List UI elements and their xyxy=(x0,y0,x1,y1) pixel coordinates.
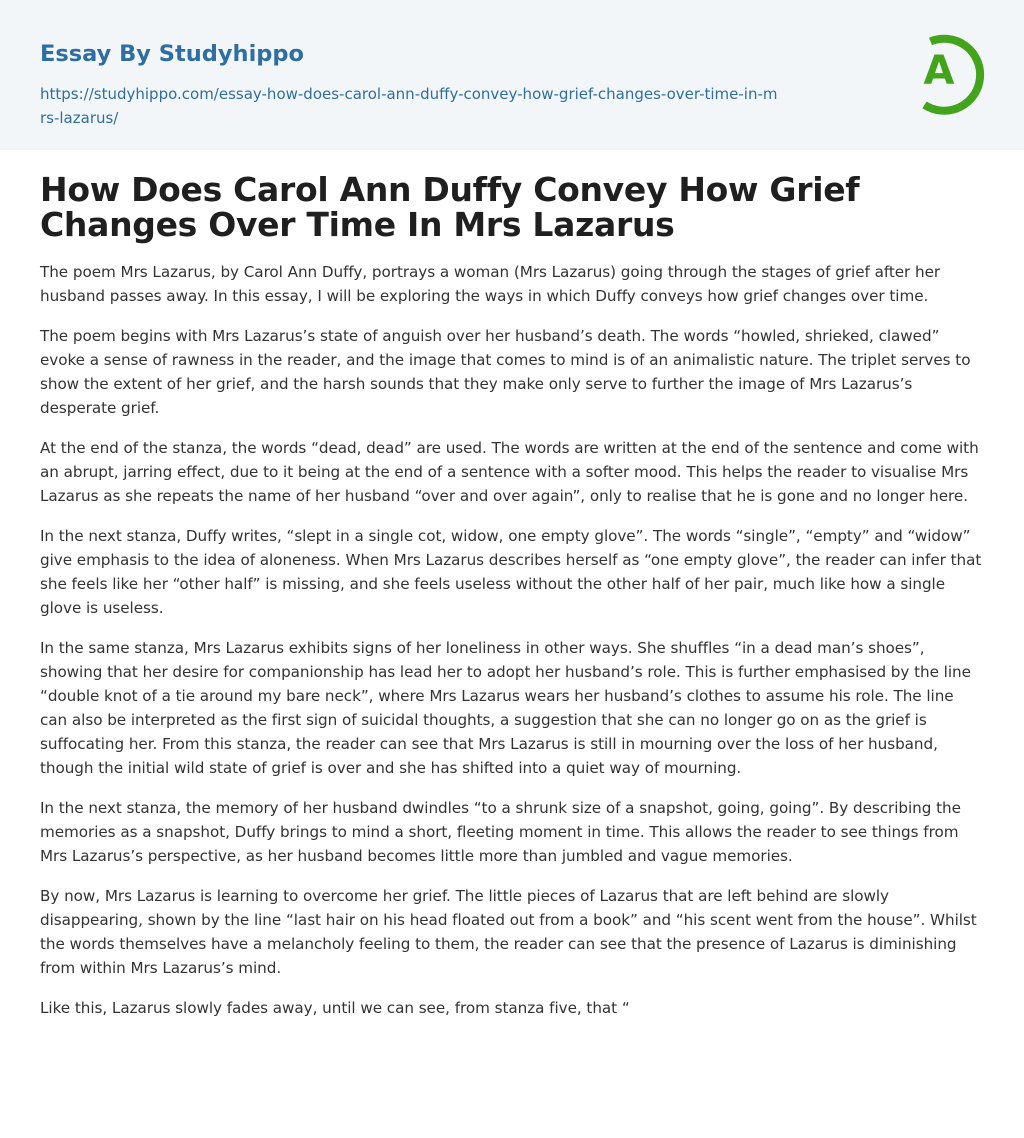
essay-paragraph: The poem begins with Mrs Lazarus’s state of anguish over her husband’s death. The words “howled, shrieked, clawed” evoke a sense of rawness in the reader, and the image that comes to mind is of an animalistic nature. The triplet serves to show the extent of her grief, and the harsh sounds that they make only serve to further the image of Mrs Lazarus’s desperate grief. xyxy=(40,327,971,417)
essay-url-link[interactable]: https://studyhippo.com/essay-how-does-carol-ann-duffy-convey-how-grief-changes-over-time-in-mrs-lazarus/ xyxy=(40,85,778,127)
essay-paragraph: At the end of the stanza, the words “dead, dead” are used. The words are written at the end of the sentence and come with an abrupt, jarring effect, due to it being at the end of a sentence with a softer mood. This helps the reader to visualise Mrs Lazarus as she repeats the name of her husband “over and over again”, only to realise that he is gone and no longer here. xyxy=(40,439,979,505)
site-brand[interactable]: Essay By Studyhippo xyxy=(40,41,304,67)
site-header xyxy=(0,0,1024,150)
essay-paragraph: Like this, Lazarus slowly fades away, until we can see, from stanza five, that “ xyxy=(40,999,630,1017)
essay-title: How Does Carol Ann Duffy Convey How Grief Changes Over Time In Mrs Lazarus xyxy=(40,170,860,244)
studyhippo-logo-icon[interactable] xyxy=(910,28,988,118)
logo-letter: A xyxy=(923,48,955,94)
essay-paragraph: In the next stanza, the memory of her husband dwindles “to a shrunk size of a snapshot, going, going”. By describing the memories as a snapshot, Duffy brings to mind a short, fleeting moment in time. This allows the reader to see things from Mrs Lazarus’s perspective, as her husband becomes little more than jumbled and vague memories. xyxy=(40,799,961,865)
essay-body xyxy=(40,260,984,1020)
essay-paragraph: The poem Mrs Lazarus, by Carol Ann Duffy, portrays a woman (Mrs Lazarus) going through the stages of grief after her husband passes away. In this essay, I will be exploring the ways in which Duffy conveys how grief changes over time. xyxy=(40,263,941,305)
essay-paragraph: In the next stanza, Duffy writes, “slept in a single cot, widow, one empty glove”. The words “single”, “empty” and “widow” give emphasis to the idea of aloneness. When Mrs Lazarus describes herself as “one empty glove”, the reader can infer that she feels like her “other half” is missing, and she feels useless without the other half of her pair, much like how a single glove is useless. xyxy=(40,527,982,617)
essay-content xyxy=(0,172,1024,1020)
essay-paragraph: In the same stanza, Mrs Lazarus exhibits signs of her loneliness in other ways. She shuffles “in a dead man’s shoes”, showing that her desire for companionship has lead her to adopt her husband’s role. This is further emphasised by the line “double knot of a tie around my bare neck”, where Mrs Lazarus wears her husband’s clothes to assume his role. The line can also be interpreted as the first sign of suicidal thoughts, a suggestion that she can no longer go on as the grief is suffocating her. From this stanza, the reader can see that Mrs Lazarus is still in mourning over the loss of her husband, though the initial wild state of grief is over and she has shifted into a quiet way of mourning. xyxy=(40,639,971,777)
essay-paragraph: By now, Mrs Lazarus is learning to overcome her grief. The little pieces of Lazarus that are left behind are slowly disappearing, shown by the line “last hair on his head floated out from a book” and “his scent went from the house”. Whilst the words themselves have a melancholy feeling to them, the reader can see that the presence of Lazarus is diminishing from within Mrs Lazarus’s mind. xyxy=(40,887,977,977)
